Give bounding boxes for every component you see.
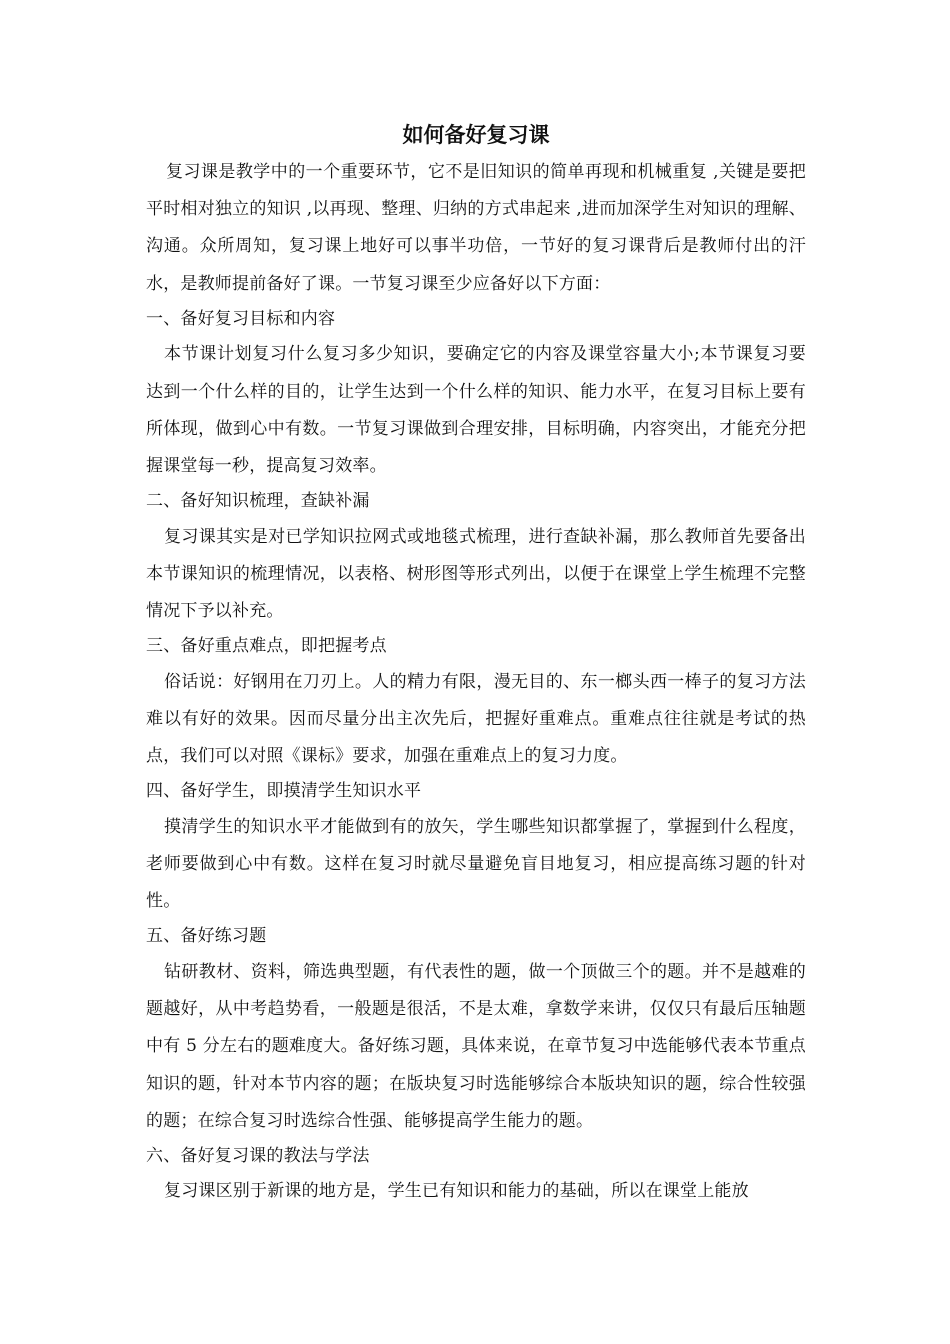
document-title: 如何备好复习课 xyxy=(402,122,550,147)
section-6-heading: 六、备好复习课的教法与学法 xyxy=(146,1145,370,1166)
section-2-heading: 二、备好知识梳理，查缺补漏 xyxy=(146,491,370,512)
section-1-heading: 一、备好复习目标和内容 xyxy=(146,308,336,329)
section-6-body: 复习课区别于新课的地方是，学生已有知识和能力的基础，所以在课堂上能放 xyxy=(164,1181,749,1202)
intro-paragraph: 复习课是教学中的一个重要环节，它不是旧知识的简单再现和机械重复 ,关键是要把平时相对独立的知识 ,以再现、整理、归纳的方式串起来 ,进而加深学生对知识的理解、沟通。众所周知，复习课上地好可以事半功倍，一节好的复习课背后是教师付出的汗水，是教师提前备好了课。一节复习课至少应备好以下方面： xyxy=(146,162,806,294)
section-4-heading: 四、备好学生，即摸清学生知识水平 xyxy=(146,781,422,802)
section-5-heading: 五、备好练习题 xyxy=(146,926,267,947)
section-3-heading: 三、备好重点难点，即把握考点 xyxy=(146,636,387,657)
section-3-body: 俗话说：好钢用在刀刃上。人的精力有限，漫无目的、东一榔头西一棒子的复习方法难以有好的效果。因而尽量分出主次先后，把握好重难点。重难点往往就是考试的热点，我们可以对照《课标》要求，加强在重难点上的复习力度。 xyxy=(146,671,806,767)
section-1-body: 本节课计划复习什么复习多少知识，要确定它的内容及课堂容量大小;本节课复习要达到一个什么样的目的，让学生达到一个什么样的知识、能力水平，在复习目标上要有所体现，做到心中有数。一节复习课做到合理安排，目标明确，内容突出，才能充分把握课堂每一秒，提高复习效率。 xyxy=(146,344,806,476)
section-2-body: 复习课其实是对已学知识拉网式或地毯式梳理，进行查缺补漏，那么教师首先要备出本节课知识的梳理情况，以表格、树形图等形式列出，以便于在课堂上学生梳理不完整情况下予以补充。 xyxy=(146,526,806,622)
document-page xyxy=(146,118,806,1211)
section-5-body: 钻研教材、资料，筛选典型题，有代表性的题，做一个顶做三个的题。并不是越难的题越好，从中考趋势看，一般题是很活，不是太难，拿数学来讲，仅仅只有最后压轴题中有 5 分左右的题难度大。备好练习题，具体来说，在章节复习中选能够代表本节重点知识的题，针对本节内容的题；在版块复习时选能够综合本版块知识的题，综合性较强的题；在综合复习时选综合性强、能够提高学生能力的题。 xyxy=(146,961,806,1131)
section-4-body: 摸清学生的知识水平才能做到有的放矢，学生哪些知识都掌握了，掌握到什么程度，老师要做到心中有数。这样在复习时就尽量避免盲目地复习，相应提高练习题的针对性。 xyxy=(146,816,806,912)
